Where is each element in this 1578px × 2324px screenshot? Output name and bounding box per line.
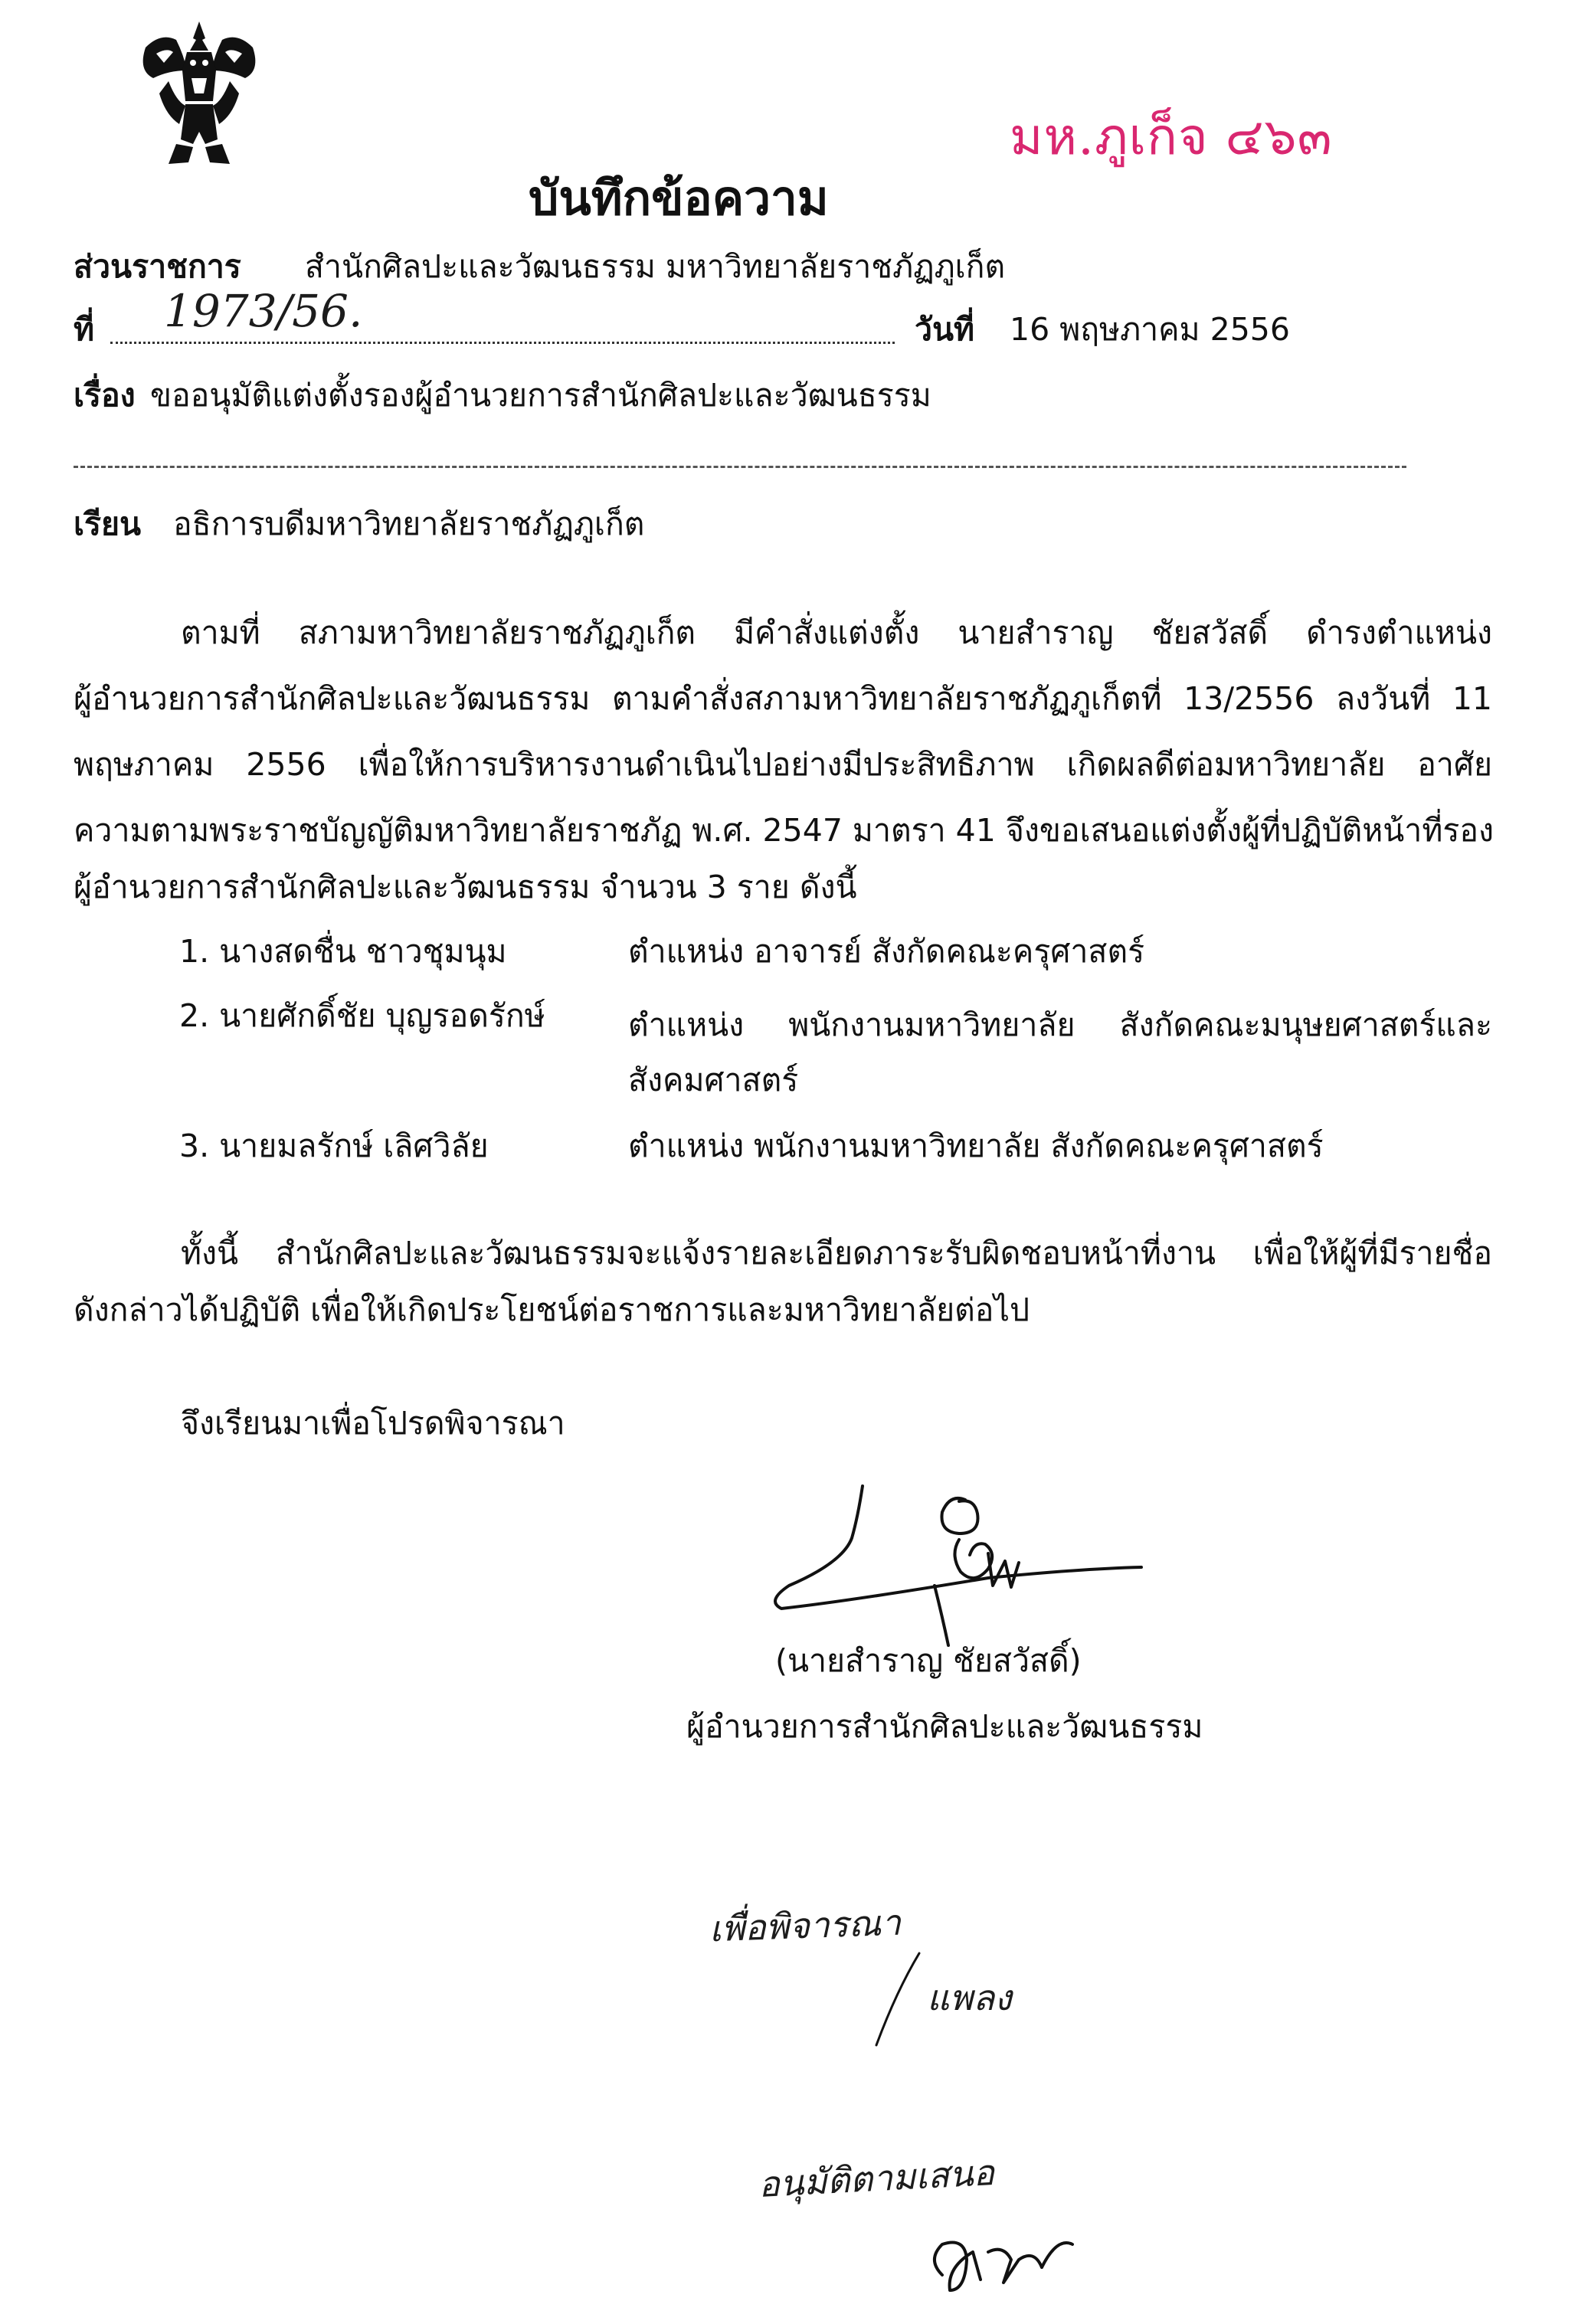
appointee-3-position: ตำแหน่ง พนักงานมหาวิทยาลัย สังกัดคณะครุศาสตร์ — [628, 1128, 1324, 1164]
handwritten-note-reply: แพลง — [927, 1977, 1012, 2018]
subject-label: เรื่อง — [74, 377, 136, 414]
ref-handwritten-number: 1973/56. — [164, 285, 363, 337]
appointee-3-name: 3. นายมลรักษ์ เลิศวิลัย — [179, 1128, 489, 1164]
appointee-2-position-cont: สังคมศาสตร์ — [628, 1062, 799, 1098]
garuda-emblem-icon — [123, 17, 276, 170]
salutation-label: เรียน — [74, 506, 142, 542]
paragraph1-line1: ตามที่ สภามหาวิทยาลัยราชภัฏภูเก็ต มีคำสั่งแต่งตั้ง นายสำราญ ชัยสวัสดิ์ ดำรงตำแหน่ง — [181, 614, 1492, 651]
paragraph1-line3: พฤษภาคม 2556 เพื่อให้การบริหารงานดำเนินไปอย่างมีประสิทธิภาพ เกิดผลดีต่อมหาวิทยาลัย อาศัย — [74, 746, 1492, 783]
header-separator — [74, 466, 1406, 468]
ref-dotted-line — [110, 342, 895, 344]
paragraph2-line2: ดังกล่าวได้ปฏิบัติ เพื่อให้เกิดประโยชน์ต่อราชการและมหาวิทยาลัยต่อไป — [74, 1291, 1030, 1328]
appointee-1-name: 1. นางสดชื่น ชาวชุมนุม — [179, 933, 507, 970]
paragraph1-line4: ความตามพระราชบัญญัติมหาวิทยาลัยราชภัฏ พ.ศ. 2547 มาตรา 41 จึงขอเสนอแต่งตั้งผู้ที่ปฏิบัติหน้าที่รอง — [74, 812, 1495, 849]
closing-line: จึงเรียนมาเพื่อโปรดพิจารณา — [181, 1405, 565, 1442]
paragraph1-line2: ผู้อำนวยการสำนักศิลปะและวัฒนธรรม ตามคำสั่งสภามหาวิทยาลัยราชภัฏภูเก็ตที่ 13/2556 ลงวันที่ 11 — [74, 680, 1492, 717]
salutation-value: อธิการบดีมหาวิทยาลัยราชภัฏภูเก็ต — [173, 506, 645, 542]
date-value: 16 พฤษภาคม 2556 — [1010, 311, 1290, 348]
appointee-2-name: 2. นายศักดิ์ชัย บุญรอดรักษ์ — [179, 997, 545, 1034]
appointee-2-position: ตำแหน่ง พนักงานมหาวิทยาลัย สังกัดคณะมนุษยศาสตร์และ — [628, 1007, 1492, 1043]
handwritten-stroke — [866, 1946, 935, 2053]
subject-value: ขออนุมัติแต่งตั้งรองผู้อำนวยการสำนักศิลปะและวัฒนธรรม — [150, 377, 931, 414]
agency-label: ส่วนราชการ — [74, 248, 241, 285]
receipt-stamp-number: มห.ภูเก็จ ๔๖๓ — [1010, 107, 1333, 166]
paragraph2-line1: ทั้งนี้ สำนักศิลปะและวัฒนธรรมจะแจ้งรายละเอียดภาระรับผิดชอบหน้าที่งาน เพื่อให้ผู้ที่มีรายชื่อ — [181, 1235, 1492, 1272]
paragraph1-line5: ผู้อำนวยการสำนักศิลปะและวัฒนธรรม จำนวน 3 ราย ดังนี้ — [74, 869, 857, 905]
signatory-title: ผู้อำนวยการสำนักศิลปะและวัฒนธรรม — [686, 1708, 1203, 1745]
approver-signature — [919, 2206, 1088, 2313]
director-signature — [758, 1471, 1172, 1655]
appointee-1-position: ตำแหน่ง อาจารย์ สังกัดคณะครุศาสตร์ — [628, 933, 1145, 970]
ref-label: ที่ — [74, 311, 95, 348]
date-label: วันที่ — [915, 311, 975, 348]
agency-value: สำนักศิลปะและวัฒนธรรม มหาวิทยาลัยราชภัฏภูเก็ต — [305, 248, 1006, 285]
handwritten-approval: อนุมัติตามเสนอ — [757, 2151, 996, 2206]
memo-title: บันทึกข้อความ — [529, 170, 829, 226]
signatory-name: (นายสำราญ ชัยสวัสดิ์) — [775, 1642, 1082, 1679]
handwritten-note-forward: เพื่อพิจารณา — [709, 1901, 902, 1950]
